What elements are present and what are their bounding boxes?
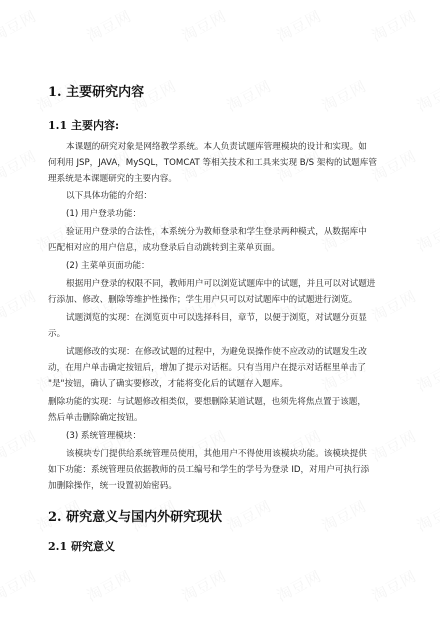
- watermark-text: [368, 5, 420, 46]
- watermark-text: [0, 565, 40, 606]
- paragraph-line: 本课题的研究对象是网络教学系统。本人负责试题库管理模块的设计和实现。如: [66, 142, 367, 152]
- watermark-text: [273, 565, 325, 606]
- watermark-text: [83, 565, 135, 606]
- paragraph-line: "是"按钮，确认了确实要修改，才能将变化后的试题存入题库。: [48, 379, 288, 389]
- paragraph-line: 试题浏览的实现：在浏览页中可以选择科目，章节，以便于浏览，对试题分页显: [66, 313, 367, 323]
- watermark-text: [178, 5, 230, 46]
- watermark-text: [413, 215, 440, 256]
- watermark-text: [273, 5, 325, 46]
- paragraph-line: 然后单击删除确定按钮。: [48, 413, 143, 423]
- paragraph-line: 根据用户登录的权限不同，教师用户可以浏览试题库中的试题，并且可以对试题进: [66, 279, 376, 289]
- section-1-heading: 1. 主要研究内容: [48, 85, 145, 100]
- watermark-text: [0, 425, 40, 466]
- paragraph-line: 行添加、修改、删除等维护性操作；学生用户只可以对试题库中的试题进行浏览。: [48, 295, 358, 305]
- watermark-text: [368, 425, 420, 466]
- paragraph-line: 验证用户登录的合法性，本系统分为教师登录和学生登录两种模式，从数据库中: [66, 227, 367, 237]
- paragraph-line: 如下功能：系统管理员依据教师的员工编号和学生的学号为登录 ID，对用户可执行添: [48, 465, 370, 475]
- paragraph-line: (1) 用户登录功能：: [66, 209, 142, 219]
- paragraph-line: 匹配相对应的用户信息，成功登录后自动跳转到主菜单页面。: [48, 243, 281, 253]
- watermark-text: [0, 5, 40, 46]
- watermark-text: [413, 495, 440, 536]
- watermark-text: [413, 355, 440, 396]
- paragraph-line: 何利用 JSP，JAVA，MySQL，TOMCAT 等相关技术和工具来实现 B/S 架构的试题库管: [48, 158, 377, 168]
- subsection-2-1-heading: 2.1 研究意义: [48, 540, 115, 553]
- watermark-text: [318, 495, 370, 536]
- watermark-text: [0, 145, 40, 186]
- watermark-text: [368, 565, 420, 606]
- subsection-1-1-heading: 1.1 主要内容:: [48, 119, 120, 132]
- paragraph-line: 删除功能的实现：与试题修改相类似，要想删除某道试题，也须先将焦点置于该题，: [48, 397, 366, 407]
- section-2-heading: 2. 研究意义与国内外研究现状: [48, 510, 223, 525]
- paragraph-line: 该模块专门提供给系统管理员使用，其他用户不得使用该模块功能。该模块提供: [66, 449, 367, 459]
- watermark-text: [223, 75, 275, 116]
- watermark-text: [83, 5, 135, 46]
- paragraph-line: (3) 系统管理模块：: [66, 431, 142, 441]
- watermark-text: [178, 565, 230, 606]
- paragraph-line: 理系统是本课题研究的主要内容。: [48, 174, 177, 184]
- paragraph-line: 加删除操作，统一设置初始密码。: [48, 481, 177, 491]
- watermark-text: [368, 285, 420, 326]
- paragraph-line: 动，在用户单击确定按钮后，增加了提示对话框。只有当用户在提示对话框里单击了: [48, 363, 366, 373]
- watermark-text: [318, 75, 370, 116]
- watermark-text: [223, 495, 275, 536]
- paragraph-line: 试题修改的实现：在修改试题的过程中，为避免误操作使不应改动的试题发生改: [66, 347, 367, 357]
- paragraph-line: 以下具体功能的介绍：: [66, 191, 152, 201]
- watermark-text: [0, 285, 40, 326]
- paragraph-line: (2) 主菜单页面功能：: [66, 261, 150, 271]
- paragraph-line: 示。: [48, 329, 66, 339]
- watermark-text: [413, 75, 440, 116]
